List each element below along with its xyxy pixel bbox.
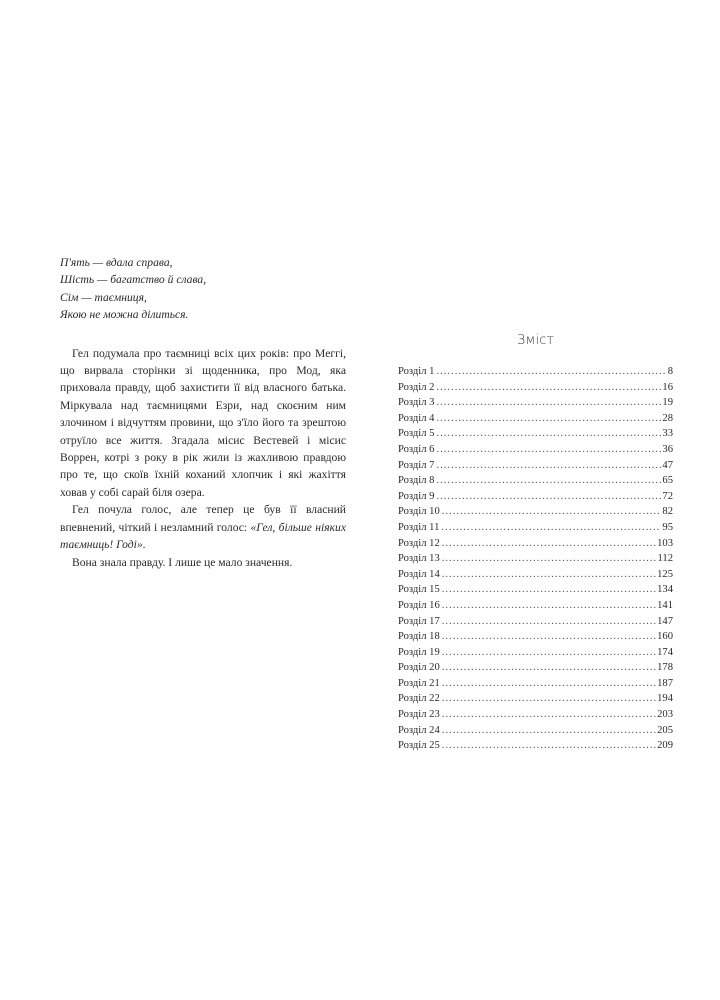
toc-dot-leader [442,582,656,598]
toc-entry-page-number: 187 [657,677,673,689]
poem-line: Шість — багатство й слава, [60,273,207,287]
toc-entry-page-number: 33 [662,428,673,440]
toc-entry[interactable] [398,707,673,723]
toc-dot-leader [442,567,656,583]
toc-dot-leader [436,395,661,411]
toc-entry[interactable] [398,536,673,552]
toc-dot-leader [442,723,656,739]
toc-entry-page-number: 8 [667,366,673,377]
toc-entry-label: Розділ 11 [398,521,440,533]
toc-dot-leader [436,458,661,474]
toc-dot-leader [442,629,656,645]
paragraph-end: . [142,538,146,552]
toc-entry[interactable] [398,614,673,630]
toc-entry-page-number: 178 [657,662,673,674]
toc-entry-page-number: 160 [657,631,673,643]
toc-entry-page-number: 28 [662,412,673,424]
toc-entry-label: Розділ 5 [398,428,435,440]
toc-dot-leader [442,691,656,707]
toc-entry-page-number: 95 [662,521,673,533]
toc-entry-label: Розділ 24 [398,724,440,736]
toc-entry[interactable] [398,676,673,692]
toc-entry-page-number: 112 [657,553,673,565]
toc-dot-leader [442,598,656,614]
toc-entry-page-number: 125 [657,568,673,580]
toc-entry[interactable] [398,473,673,489]
toc-entry-page-number: 194 [657,693,673,705]
toc-entry-page-number: 209 [657,740,673,752]
toc-entry-page-number: 141 [657,599,673,611]
toc-entry-page-number: 82 [662,506,673,518]
toc-dot-leader [442,614,656,630]
toc-entry-page-number: 134 [657,584,673,596]
toc-entry[interactable] [398,364,673,380]
toc-entry[interactable] [398,426,673,442]
toc-entry-label: Розділ 15 [398,584,440,596]
toc-entry-label: Розділ 14 [398,568,440,580]
toc-entry-page-number: 36 [662,443,673,455]
toc-dot-leader [436,426,661,442]
toc-entry-label: Розділ 19 [398,646,440,658]
toc-entry[interactable] [398,629,673,645]
toc-entry[interactable] [398,411,673,427]
toc-entry[interactable] [398,598,673,614]
toc-entry[interactable] [398,395,673,411]
toc-entry-label: Розділ 7 [398,459,435,471]
toc-entry-page-number: 72 [662,490,673,502]
toc-dot-leader [442,660,656,676]
toc-entry-label: Розділ 23 [398,709,440,721]
toc-entry-label: Розділ 16 [398,599,440,611]
toc-dot-leader [436,442,661,458]
toc-entry-label: Розділ 13 [398,553,440,565]
toc-entry-page-number: 47 [662,459,673,471]
toc-entry-label: Розділ 17 [398,615,440,627]
left-page [60,254,346,571]
toc-dot-leader [436,489,661,505]
toc-entry[interactable] [398,738,673,754]
toc-dot-leader [442,707,656,723]
toc-entry-page-number: 65 [662,475,673,487]
toc-dot-leader [436,364,666,380]
toc-entry[interactable] [398,551,673,567]
toc-dot-leader [442,504,662,520]
toc-entry[interactable] [398,442,673,458]
toc-dot-leader [442,551,657,567]
toc-entry[interactable] [398,458,673,474]
toc-entry-label: Розділ 18 [398,631,440,643]
toc-entry-label: Розділ 6 [398,443,435,455]
toc-entry-label: Розділ 2 [398,381,435,393]
toc-entry[interactable] [398,380,673,396]
toc-entry-label: Розділ 25 [398,740,440,752]
toc-dot-leader [442,645,656,661]
italic-quote: «Гел, більше ніяких таємниць! Годі» [60,520,346,552]
toc-dot-leader [436,411,661,427]
toc-entry-page-number: 147 [657,615,673,627]
toc-entry-page-number: 174 [657,646,673,658]
toc-entry-page-number: 205 [657,724,673,736]
toc-dot-leader [436,473,661,489]
paragraph-text: Гел почула голос, але тепер це був її власний впевнений, чіткий і незламний голос: [60,503,346,534]
toc-entry-page-number: 203 [657,709,673,721]
body-paragraph: Гел подумала про таємниці всіх цих років: про Меггі, що вирвала сторінки зі щоденника, про Мод, яка приховала правду, щоб захистити її від власного батька. Міркувала над таємницями Езри, над скоєним ним злочином і відчуттям провини, що з'їло його та зрештою отруїло все життя. Згадала місис Вестевей і місис Воррен, котрі з року в рік жили із жахливою правдою про те, що скоїв їхній коханий хлопчик і які жахіття ховав у собі сарай біля озера. [60,346,346,499]
toc-entry-page-number: 16 [662,381,673,393]
poem-line: П'ять — вдала справа, [60,256,173,269]
epigraph-poem [60,254,346,324]
toc-dot-leader [441,520,661,536]
toc-entry[interactable] [398,645,673,661]
toc-entry[interactable] [398,520,673,536]
toc-entry-label: Розділ 8 [398,475,435,487]
toc-entry[interactable] [398,582,673,598]
toc-entry-label: Розділ 1 [398,366,435,377]
toc-entry-page-number: 103 [657,537,673,549]
toc-entry-label: Розділ 3 [398,397,435,409]
toc-entry-label: Розділ 9 [398,490,435,502]
toc-entry-label: Розділ 10 [398,506,440,518]
table-of-contents [398,331,673,754]
toc-dot-leader [442,536,656,552]
toc-entry[interactable] [398,504,673,520]
toc-entry-label: Розділ 12 [398,537,440,549]
toc-entry-label: Розділ 20 [398,662,440,674]
toc-entry[interactable] [398,691,673,707]
poem-line: Сім — таємниця, [60,290,147,304]
toc-dot-leader [442,676,656,692]
poem-line: Якою не можна ділиться. [60,308,189,322]
toc-entry-page-number: 19 [662,397,673,409]
toc-entry[interactable] [398,567,673,583]
body-paragraph: Вона знала правду. І лише це мало значення. [72,555,293,569]
toc-title: Зміст [517,333,554,348]
toc-entry-label: Розділ 21 [398,677,440,689]
toc-dot-leader [442,738,656,754]
toc-entry[interactable] [398,723,673,739]
toc-entry[interactable] [398,660,673,676]
toc-entry-label: Розділ 4 [398,412,435,424]
toc-list [398,364,673,754]
toc-entry[interactable] [398,489,673,505]
toc-entry-label: Розділ 22 [398,693,440,705]
body-paragraph [60,501,346,553]
toc-dot-leader [436,380,661,396]
